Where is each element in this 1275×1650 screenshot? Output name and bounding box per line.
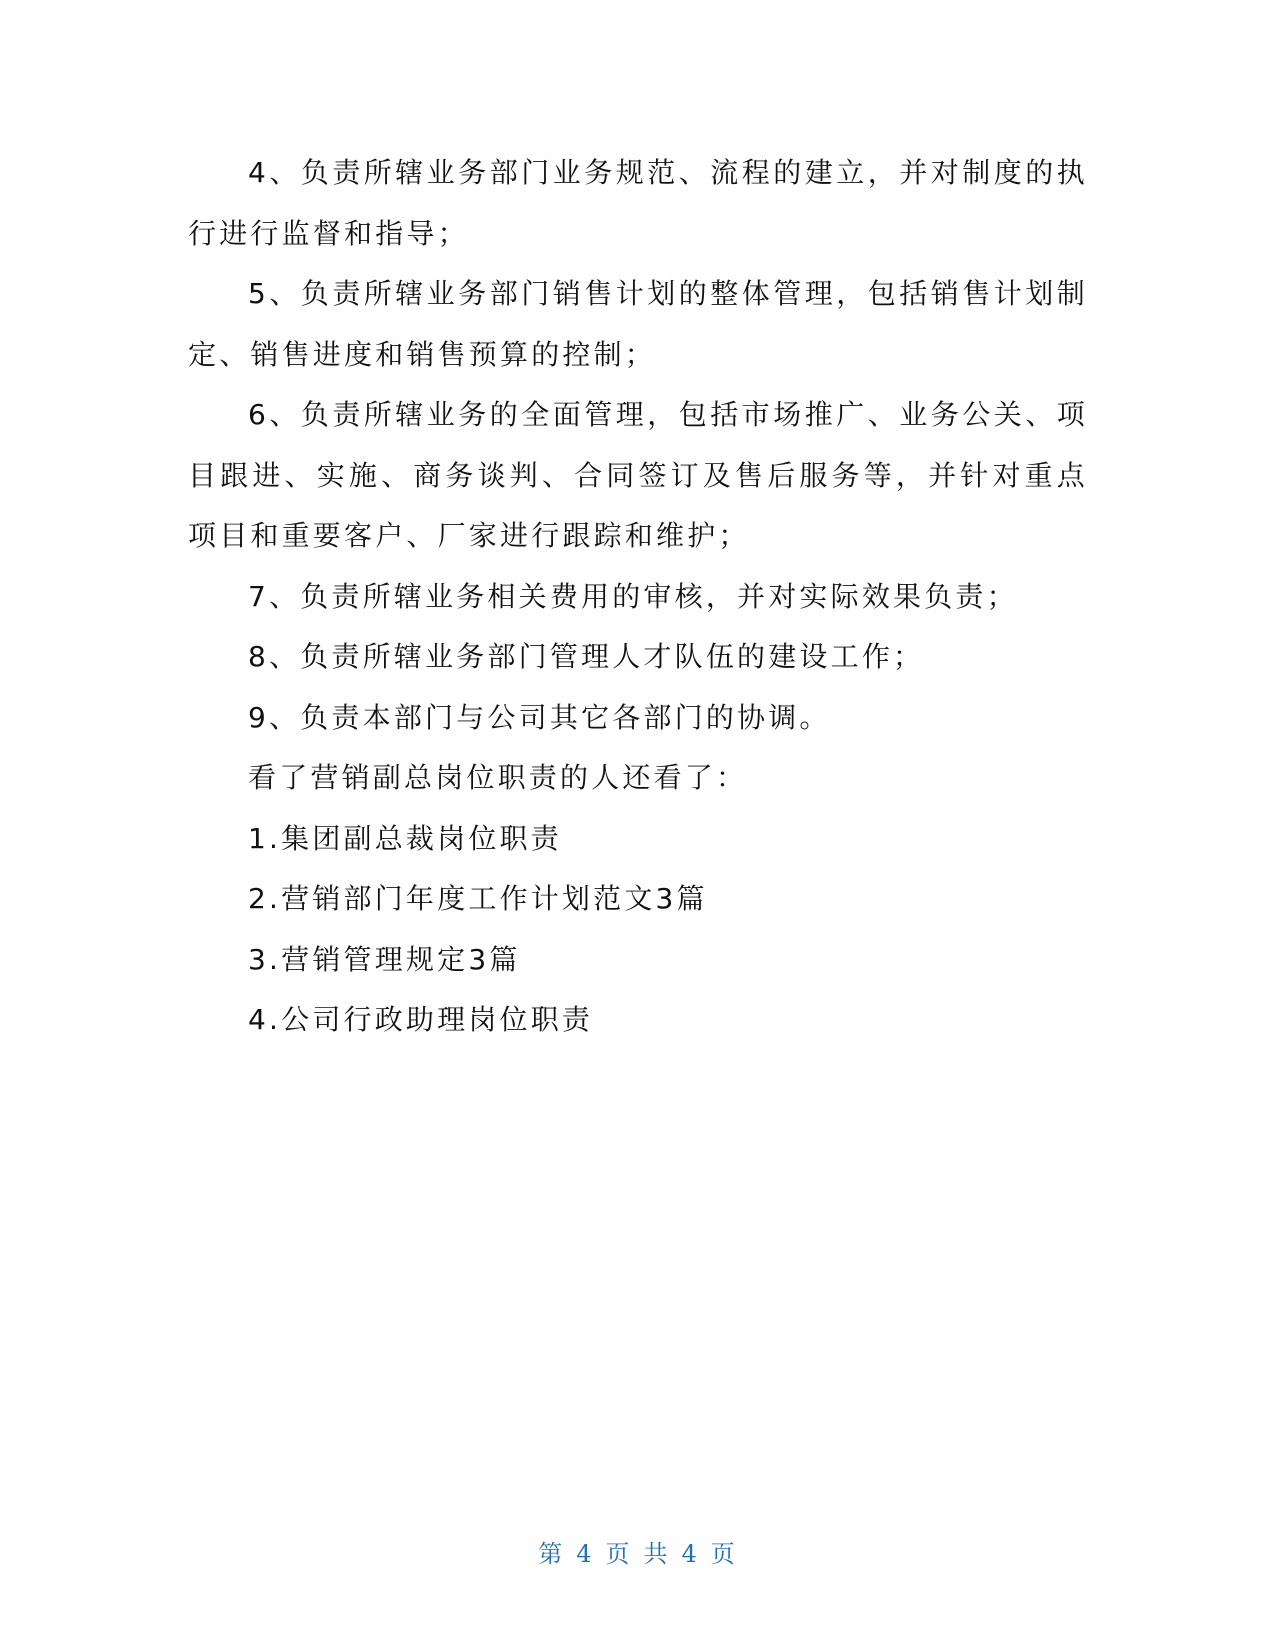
- footer-total-word: 共: [643, 1540, 670, 1568]
- paragraph-item-4: 4、负责所辖业务部门业务规范、流程的建立，并对制度的执行进行监督和指导；: [188, 156, 1088, 250]
- footer-current-page: 4: [576, 1540, 594, 1568]
- footer-total-unit: 页: [710, 1540, 737, 1568]
- paragraph-item-7: 7、负责所辖业务相关费用的审核，并对实际效果负责；: [248, 579, 1018, 613]
- paragraph-item-5: 5、负责所辖业务部门销售计划的整体管理，包括销售计划制定、销售进度和销售预算的控制；: [188, 277, 1088, 371]
- footer-page-word: 第: [538, 1540, 565, 1568]
- page-footer: [0, 1534, 1275, 1569]
- related-link-4[interactable]: 4.公司行政助理岗位职责: [248, 1003, 594, 1036]
- paragraph-item-9: 9、负责本部门与公司其它各部门的协调。: [248, 700, 831, 734]
- related-link-3[interactable]: 3.营销管理规定3篇: [248, 942, 521, 976]
- document-body: [188, 143, 1088, 1051]
- footer-page-unit: 页: [605, 1540, 632, 1568]
- related-link-1[interactable]: 1.集团副总裁岗位职责: [248, 821, 562, 855]
- paragraph-item-6: 6、负责所辖业务的全面管理，包括市场推广、业务公关、项目跟进、实施、商务谈判、合同签订及售后服务等，并针对重点项目和重要客户、厂家进行跟踪和维护；: [188, 398, 1088, 552]
- related-heading: 看了营销副总岗位职责的人还看了：: [248, 761, 748, 794]
- paragraph-item-8: 8、负责所辖业务部门管理人才队伍的建设工作；: [248, 640, 925, 673]
- related-link-2[interactable]: 2.营销部门年度工作计划范文3篇: [248, 882, 708, 915]
- footer-total-pages: 4: [681, 1540, 699, 1568]
